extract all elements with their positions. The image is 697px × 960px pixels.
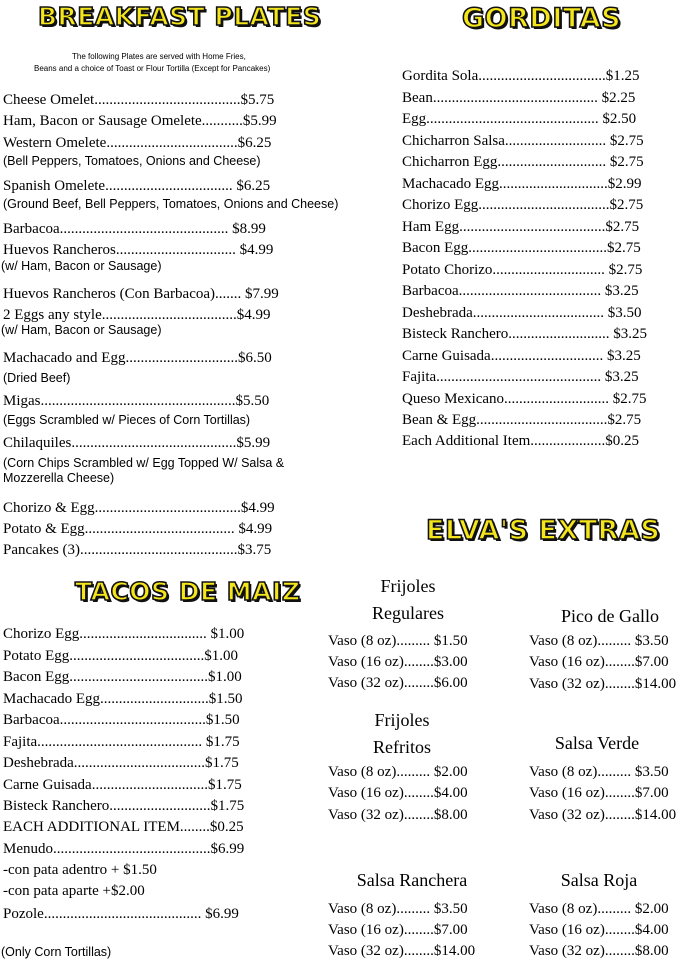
extra-group-title: Pico de Gallo xyxy=(561,606,659,626)
menu-item: Chorizo Egg.................................. $1.00 xyxy=(3,626,245,642)
menu-item: Machacado and Egg..............................$6.50 xyxy=(3,350,272,366)
extra-size-price: Vaso (8 oz)......... $3.50 xyxy=(529,633,669,649)
gorditas-heading: GORDITAS xyxy=(462,3,622,34)
menu-item: Pozole.......................................... $6.99 xyxy=(3,906,239,922)
item-note: (Corn Chips Scrambled w/ Egg Topped W/ Salsa & xyxy=(3,456,285,470)
menu-item: Chicharron Salsa........................... $2.75 xyxy=(402,133,644,149)
breakfast-intro-line2: Beans and a choice of Toast or Flour Tortilla (Except for Pancakes) xyxy=(34,64,271,73)
menu-item: Chicharron Egg............................. $2.75 xyxy=(402,154,644,170)
menu-item: Machacado Egg.............................$1.50 xyxy=(3,691,243,707)
extra-group-title: Salsa Roja xyxy=(560,870,638,890)
menu-item: -con pata aparte +$2.00 xyxy=(3,883,145,899)
menu-item: 2 Eggs any style....................................$4.99 xyxy=(3,307,271,323)
extra-size-price: Vaso (8 oz)......... $1.50 xyxy=(328,633,468,649)
menu-item: Huevos Rancheros (Con Barbacoa)....... $7.99 xyxy=(3,286,279,302)
extra-size-price: Vaso (16 oz)........$7.00 xyxy=(529,654,669,670)
item-note: (Bell Peppers, Tomatoes, Onions and Cheese) xyxy=(3,154,261,168)
extra-group-title: Regulares xyxy=(372,603,444,623)
menu-item: Pancakes (3)..........................................$3.75 xyxy=(3,542,272,558)
extra-size-price: Vaso (32 oz)........$14.00 xyxy=(529,807,677,823)
menu-item: Potato Chorizo.............................. $2.75 xyxy=(402,262,643,278)
item-note: (Dried Beef) xyxy=(3,371,71,385)
extra-group-title: Frijoles xyxy=(374,710,430,730)
elvas-extras-heading: ELVA'S EXTRAS xyxy=(426,515,661,546)
menu-item: Deshebrada................................... $3.50 xyxy=(402,305,642,321)
breakfast-plates-heading: BREAKFAST PLATES xyxy=(38,2,322,31)
menu-item: Carne Guisada.............................. $3.25 xyxy=(402,348,641,364)
menu-item: Huevos Rancheros................................ $4.99 xyxy=(3,242,274,258)
extra-size-price: Vaso (32 oz)........$8.00 xyxy=(328,807,468,823)
menu-item: Barbacoa............................................. $8.99 xyxy=(3,221,266,237)
menu-item: Egg.............................................. $2.50 xyxy=(402,111,637,127)
menu-item: Barbacoa.......................................$1.50 xyxy=(3,712,240,728)
item-note: (Eggs Scrambled w/ Pieces of Corn Tortillas) xyxy=(3,413,251,427)
menu-item: Bisteck Ranchero...........................$1.75 xyxy=(3,798,245,814)
menu-item: Ham Egg.......................................$2.75 xyxy=(402,219,640,235)
menu-item: Migas....................................................$5.50 xyxy=(3,393,270,409)
extra-size-price: Vaso (16 oz)........$3.00 xyxy=(328,654,468,670)
menu-item: Spanish Omelete.................................. $6.25 xyxy=(3,178,271,194)
item-note: (Ground Beef, Bell Peppers, Tomatoes, Onions and Cheese) xyxy=(3,197,339,211)
menu-item: Bean & Egg...................................$2.75 xyxy=(402,412,642,428)
extra-group-title: Salsa Verde xyxy=(554,733,640,753)
menu-item: Menudo..........................................$6.99 xyxy=(3,841,245,857)
menu-item: Barbacoa...................................... $3.25 xyxy=(402,283,639,299)
extra-size-price: Vaso (8 oz)......... $3.50 xyxy=(529,764,669,780)
menu-item: Potato & Egg........................................ $4.99 xyxy=(3,521,273,537)
menu-item: Ham, Bacon or Sausage Omelete...........$5.99 xyxy=(3,113,277,129)
menu-item: Cheese Omelet.......................................$5.75 xyxy=(3,92,275,108)
menu-item: Deshebrada...................................$1.75 xyxy=(3,755,239,771)
menu-item: Gordita Sola..................................$1.25 xyxy=(402,68,640,84)
extra-size-price: Vaso (8 oz)......... $3.50 xyxy=(328,901,468,917)
menu-item: Chorizo Egg...................................$2.75 xyxy=(402,197,644,213)
extra-size-price: Vaso (32 oz)........$14.00 xyxy=(328,943,476,959)
extra-size-price: Vaso (16 oz)........$4.00 xyxy=(328,785,468,801)
breakfast-intro-line1: The following Plates are served with Home Fries, xyxy=(72,52,246,61)
menu-item: Each Additional Item....................$0.25 xyxy=(402,433,640,449)
tacos-de-maiz-heading: TACOS DE MAIZ xyxy=(75,577,301,606)
menu-item: Chorizo & Egg.......................................$4.99 xyxy=(3,500,275,516)
menu-item: Bisteck Ranchero........................... $3.25 xyxy=(402,326,647,342)
menu-item: Chilaquiles............................................$5.99 xyxy=(3,435,271,451)
menu-item: Machacado Egg.............................$2.99 xyxy=(402,176,642,192)
extra-size-price: Vaso (32 oz)........$8.00 xyxy=(529,943,669,959)
menu-item: Bacon Egg.....................................$2.75 xyxy=(402,240,641,256)
extra-size-price: Vaso (16 oz)........$7.00 xyxy=(328,922,468,938)
extra-size-price: Vaso (16 oz)........$7.00 xyxy=(529,785,669,801)
menu-item: EACH ADDITIONAL ITEM........$0.25 xyxy=(3,819,244,835)
menu-item: Western Omelete...................................$6.25 xyxy=(3,135,272,151)
extra-size-price: Vaso (16 oz)........$4.00 xyxy=(529,922,669,938)
extra-size-price: Vaso (8 oz)......... $2.00 xyxy=(529,901,669,917)
extra-group-title: Salsa Ranchera xyxy=(356,870,468,890)
tacos-footnote: (Only Corn Tortillas) xyxy=(1,945,112,959)
menu-item: Bean............................................ $2.25 xyxy=(402,90,636,106)
menu-item: Fajita............................................ $1.75 xyxy=(3,734,240,750)
menu-item: Queso Mexicano............................ $2.75 xyxy=(402,391,647,407)
menu-item: -con pata adentro + $1.50 xyxy=(3,862,157,878)
extra-size-price: Vaso (32 oz)........$14.00 xyxy=(529,676,677,692)
menu-item: Fajita............................................ $3.25 xyxy=(402,369,639,385)
extra-group-title: Refritos xyxy=(373,737,431,757)
item-note: (w/ Ham, Bacon or Sausage) xyxy=(1,323,162,337)
extra-size-price: Vaso (8 oz)......... $2.00 xyxy=(328,764,468,780)
item-note: (w/ Ham, Bacon or Sausage) xyxy=(1,259,162,273)
menu-item: Bacon Egg.....................................$1.00 xyxy=(3,669,242,685)
extra-size-price: Vaso (32 oz)........$6.00 xyxy=(328,675,468,691)
item-note: Mozzerella Cheese) xyxy=(3,471,115,485)
menu-item: Potato Egg....................................$1.00 xyxy=(3,648,238,664)
menu-item: Carne Guisada...............................$1.75 xyxy=(3,777,242,793)
extra-group-title: Frijoles xyxy=(380,576,436,596)
